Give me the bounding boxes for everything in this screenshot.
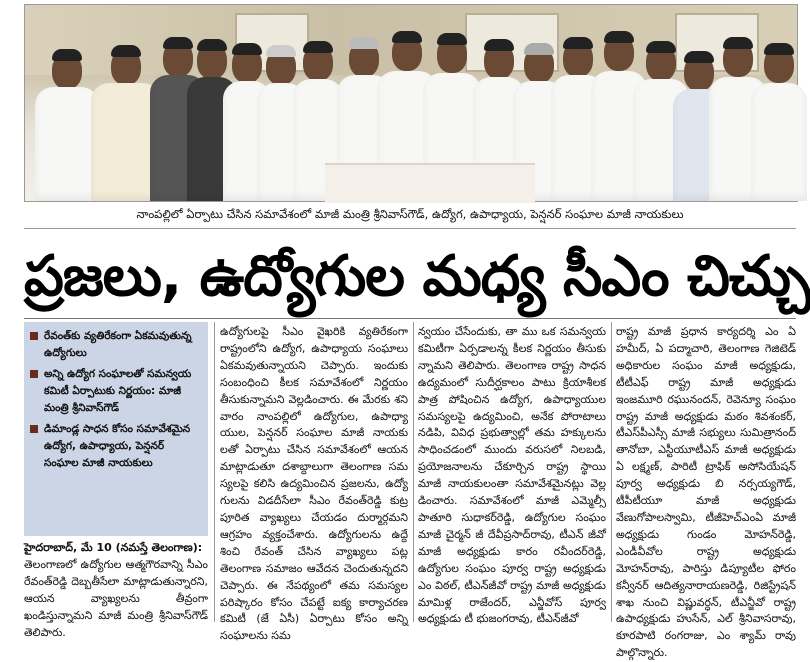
photo-person [35, 45, 99, 201]
photo-table [325, 163, 535, 203]
article-text: రాష్ట్ర మాజీ ప్రధాన కార్యదర్శి ఎం ఏ హమీద్, ఏ పద్మాచారి, తెలంగాణ గెజిటెడ్ అధికారుల సంఘం మాజీ అధ్యక్షుడు, టీటీఎఫ్ రాష్ట్ర మాజీ అధ్యక్షుడు ఇంజమూరి రఘునందన్, రెవెన్యూ సంఘం రాష్ట్ర మాజీ అధ్యక్షుడు మఠం శివశంకర్, టీఎస్‌పీఎస్సీ మాజీ సభ్యులు సుమిత్రానంద్ తానోబా, ఎస్టీయూటీఎస్ మాజీ అధ్యక్షుడు ఏ లక్ష్మణ్, పారిటీ ట్రాఫిక్ అసోసియేషన్ పూర్వ అధ్యక్షుడు బి నర్సయ్యగౌడ్, టీపీటీయూ మాజీ అధ్యక్షుడు వేణుగోపాలస్వామి, టీజీహెచ్‌ఎంఏ మాజీ అధ్యక్షుడు గుండం మోహన్‌రెడ్డి, ఎండీవీవోల రాష్ట్ర అధ్యక్షుడు మోహన్‌రావు, పారిస్తు డిప్యూటీల ఫోరం కన్వీనర్ ఆదిత్యనారాయణరెడ్డి, రిజిస్ట్రేషన్ శాఖ నుంచి విష్ణువర్ధన్, టీఎన్జీవో రాష్ట్ర ఉపాధ్యక్షుడు హుసేన్, ఎల్ శ్రీనివాసరావు, కూరపాటి రంగరాజు, ఎం శ్యామ్ రావు పాల్గొన్నారు. [616, 325, 796, 660]
headline: ప్రజలు, ఉద్యోగుల మధ్య సీఎం చిచ్చు [24, 244, 810, 309]
article-text: న్వయం చేసేందుకు, తా ము ఒక సమన్వయ కమిటీగా ఏర్పడాలన్న కీలక నిర్ణయం తీసుకు న్నామని తెలిపారు. తెలంగాణ రాష్ట్ర సాధన ఉద్యమంలో సుదీర్ఘకాలం పాటు క్రియాశీలక పాత్ర పోషించిన ఉద్యోగ, ఉపాధ్యాయుల సమస్యలపై ఉద్యమించి, అనేక పోరాటాలు నడిపి, వివిధ ప్రభుత్వాల్లో తమ హక్కులను సాధించడంలో ముందు వరుసలో నిలబడి, ప్రయోజనాలను చేకూర్చిన రాష్ట్ర స్థాయి మాజీ నాయకులంతా సమావేశమైనట్లు వెల్ల డించారు. సమావేశంలో మాజీ ఎమ్మెల్సీ పాతూరి సుధాకర్‌రెడ్డి, ఉద్యోగుల సంఘం మాజీ చైర్మన్ జీ దేవీప్రసాద్‌రావు, టీఎన్ జీవో మాజీ అధ్యక్షుడు కారం రవీందర్‌రెడ్డి, ఉద్యోగుల సంఘం పూర్వ రాష్ట్ర అధ్యక్షుడు ఎం విఠల్, టీఎన్‌జీవో రాష్ట్ర మాజీ అధ్యక్షుడు మామిళ్ల రాజేందర్, ఎన్జీవోస్ పూర్వ అధ్యక్షుడు టీ భుజంగరావు, టీఎన్‌జీవో [418, 325, 606, 626]
column-divider [413, 322, 414, 622]
article-column-4 [616, 324, 796, 660]
article-column-3 [418, 324, 606, 624]
article-text: ఉద్యోగులపై సీఎం వైఖరికి వ్యతిరేకంగా రాష్ట్రంలోని ఉద్యోగ, ఉపాధ్యాయ సంఘాలు ఏకమవుతున్నాయని చెప్పారు. ఇందుకు సంబంధించి కీలక సమావేశంలో నిర్ణయం తీసుకున్నామని వెల్లడించారు. ఈ మేరకు శని వారం నాంపల్లిలో ఉద్యోగుల, ఉపాధ్యా యుల, పెన్షనర్ సంఘాల మాజీ నాయకు లతో ఏర్పాటు చేసిన సమావేశంలో ఆయన మాట్లాడుతూ దశాబ్దాలుగా తెలంగాణ సమ స్యలపై కలిసి ఉద్యమించిన ప్రజలను, ఉద్యో గులను విడదీసేలా సీఎం రేవంత్‌రెడ్డి కుట్ర పూరిత వ్యాఖ్యలు చేయడం దుర్మార్గమని ఆగ్రహం వ్యక్తంచేశారు. ఉద్యోగులను ఉద్దే శించి రేవంత్ చేసిన వ్యాఖ్యలు పట్ల తెలంగాణ సమాజం ఆవేదన చెందుతున్నదని చెప్పారు. ఈ నేపథ్యంలో తమ సమస్యల పరిష్కారం కోసం చేపట్టే ఐక్య కార్యాచరణ కమిటీ (జే ఏసీ) ఏర్పాటు కోసం అన్ని సంఘాలను సమ [220, 325, 408, 643]
square-bullet-icon [30, 370, 38, 378]
dateline: హైదరాబాద్, మే 10 (నమస్తే తెలంగాణ): [24, 541, 203, 554]
article-column-1 [24, 540, 208, 639]
photo-caption: నాంపల్లిలో ఏర్పాటు చేసిన సమావేశంలో మాజీ మంత్రి శ్రీనివాస్‌గౌడ్, ఉద్యోగ, ఉపాధ్యాయ, పెన్షనర్ సంఘాల మాజీ నాయకులు [24, 202, 796, 229]
highlights-box [24, 322, 208, 536]
highlight-item: డిమాండ్ల సాధన కోసం సమావేశమైన ఉద్యోగ, ఉపాధ్యాయ, పెన్షనర్ సంఘాల మాజీ నాయకులు [30, 421, 202, 472]
group-photo [24, 4, 798, 202]
column-divider [611, 322, 612, 622]
highlight-item: రేవంత్‌కు వ్యతిరేకంగా ఏకమవుతున్న ఉద్యోగులు [30, 328, 202, 362]
article-column-2 [220, 324, 408, 643]
square-bullet-icon [30, 332, 38, 340]
highlight-item: అన్ని ఉద్యోగ సంఘాలతో సమన్వయ కమిటీ ఏర్పాటుకు నిర్ణయం: మాజీ మంత్రి శ్రీనివాస్‌గౌడ్ [30, 366, 202, 417]
headline-rule [24, 318, 796, 319]
square-bullet-icon [30, 425, 38, 433]
column-divider [214, 322, 215, 622]
photo-person [751, 41, 807, 201]
article-text: తెలంగాణలో ఉద్యోగుల ఆత్మగౌరవాన్ని సీఎం రేవంత్‌రెడ్డి దెబ్బతీసేలా మాట్లాడుతున్నారని, ఆయన వ్యాఖ్యలను తీవ్రంగా ఖండిస్తున్నామని మాజీ మంత్రి శ్రీనివాస్‌గౌడ్ తెలిపారు. [24, 557, 208, 639]
